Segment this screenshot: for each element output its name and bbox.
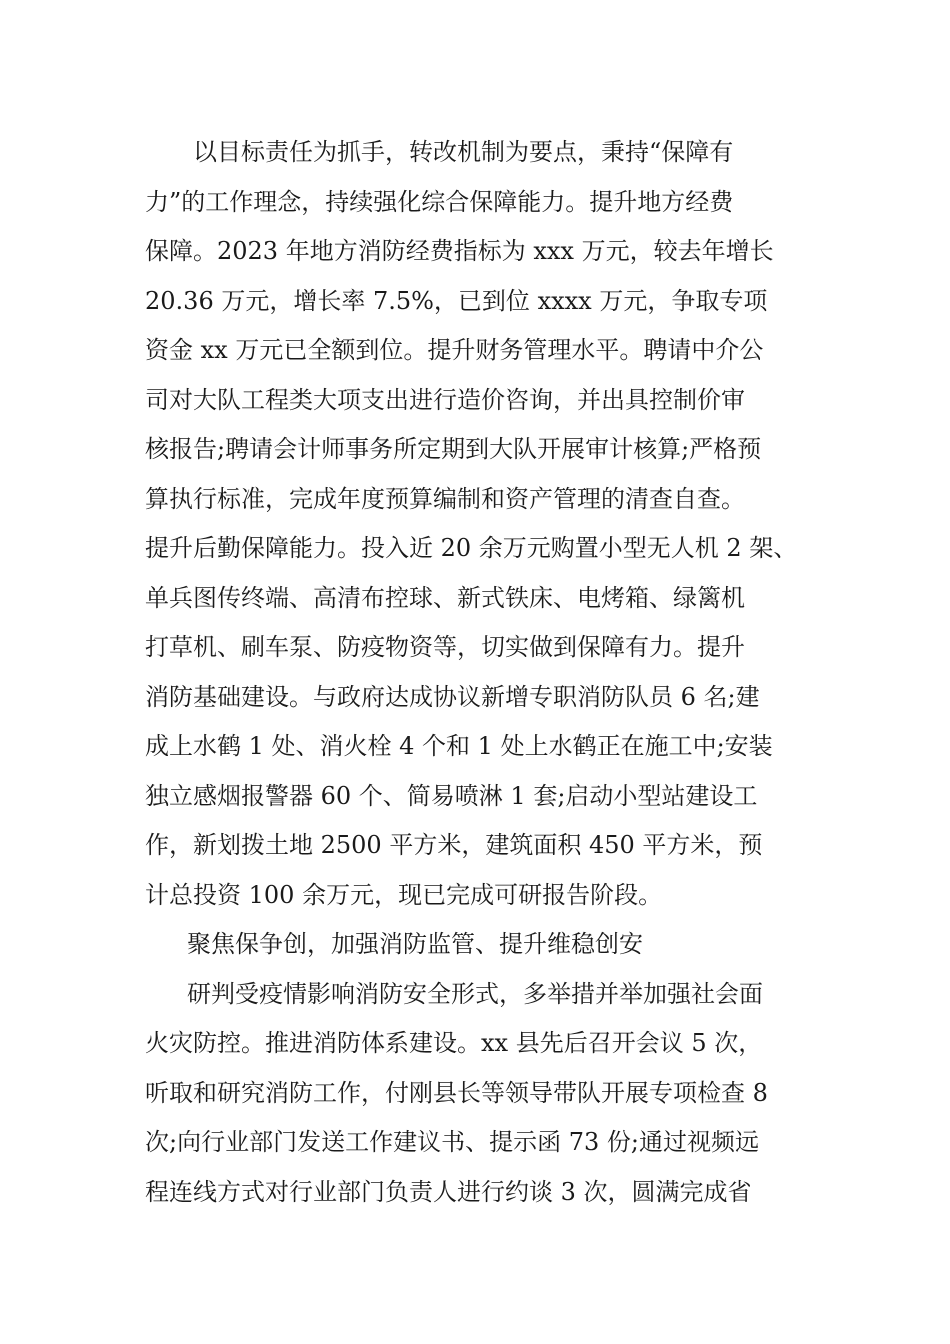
text-line: 提升后勤保障能力。投入近 20 余万元购置小型无人机 2 架、 [145, 534, 798, 562]
text-line: 单兵图传终端、高清布控球、新式铁床、电烤箱、绿篱机 [145, 583, 745, 612]
text-line: 资金 xx 万元已全额到位。提升财务管理水平。聘请中介公 [145, 336, 764, 364]
text-line: 程连线方式对行业部门负责人进行约谈 3 次，圆满完成省 [145, 1177, 752, 1206]
text-line: 消防基础建设。与政府达成协议新增专职消防队员 6 名;建 [145, 682, 760, 711]
text-line: 核报告;聘请会计师事务所定期到大队开展审计核算;严格预 [145, 435, 762, 463]
text-line: 火灾防控。推进消防体系建设。xx 县先后召开会议 5 次， [145, 1029, 763, 1057]
text-line: 以目标责任为抓手，转改机制为要点，秉持“保障有 [193, 138, 734, 166]
text-line: 力”的工作理念，持续强化综合保障能力。提升地方经费 [145, 187, 734, 216]
text-line: 保障。2023 年地方消防经费指标为 xxx 万元，较去年增长 [145, 237, 774, 265]
text-line: 研判受疫情影响消防安全形式，多举措并举加强社会面 [187, 979, 763, 1008]
document-body [145, 128, 825, 1217]
text-line: 计总投资 100 余万元，现已完成可研报告阶段。 [145, 880, 663, 909]
text-line: 听取和研究消防工作，付刚县长等领导带队开展专项检查 8 [145, 1078, 768, 1107]
text-line: 作，新划拨土地 2500 平方米，建筑面积 450 平方米，预 [145, 831, 763, 859]
text-line: 独立感烟报警器 60 个、简易喷淋 1 套;启动小型站建设工 [145, 781, 758, 810]
text-line: 成上水鹤 1 处、消火栓 4 个和 1 处上水鹤正在施工中;安装 [145, 732, 773, 760]
text-line: 次;向行业部门发送工作建议书、提示函 73 份;通过视频远 [145, 1128, 759, 1156]
text-line: 算执行标准，完成年度预算编制和资产管理的清查自查。 [145, 484, 745, 513]
text-line: 打草机、刷车泵、防疫物资等，切实做到保障有力。提升 [145, 633, 745, 661]
text-line: 20.36 万元，增长率 7.5%，已到位 xxxx 万元，争取专项 [145, 286, 768, 315]
paragraph-supervision [145, 970, 825, 1218]
text-line: 司对大队工程类大项支出进行造价咨询，并出具控制价审 [145, 385, 745, 414]
paragraph-support [145, 128, 825, 920]
section-heading: 聚焦保争创，加强消防监管、提升维稳创安 [187, 930, 643, 958]
